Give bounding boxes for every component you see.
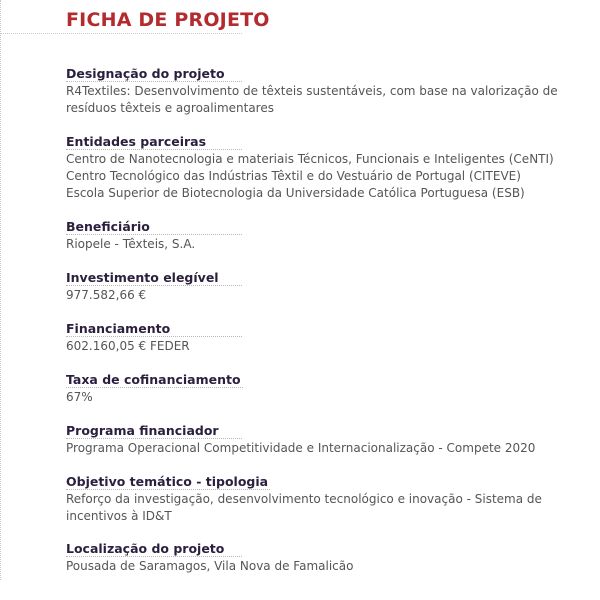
field-value: 602.160,05 € FEDER: [66, 339, 190, 353]
field-project-location: [66, 538, 586, 575]
field-cofinancing-rate: [66, 369, 586, 406]
field-funding-program: [66, 420, 586, 457]
field-value: Pousada de Saramagos, Vila Nova de Famalicão: [66, 559, 354, 573]
field-value: R4Textiles: Desenvolvimento de têxteis sustentáveis, com base na valorização de resíduos têxteis e agroalimentares: [66, 84, 558, 115]
field-value: Reforço da investigação, desenvolvimento tecnológico e inovação - Sistema de incentivos à ID&T: [66, 492, 542, 523]
field-value: 977.582,66 €: [66, 288, 147, 302]
field-label: Designação do projeto: [66, 66, 242, 82]
field-beneficiary: [66, 216, 586, 253]
field-label: Investimento elegível: [66, 270, 242, 286]
field-label: Beneficiário: [66, 219, 242, 235]
partner-entity: Escola Superior de Biotecnologia da Universidade Católica Portuguesa (ESB): [66, 186, 525, 200]
field-value: [66, 151, 586, 202]
partner-entity: Centro de Nanotecnologia e materiais Técnicos, Funcionais e Inteligentes (CeNTI): [66, 152, 554, 166]
partner-entity: Centro Tecnológico das Indústrias Têxtil e do Vestuário de Portugal (CITEVE): [66, 169, 521, 183]
left-dotted-rule: [0, 0, 1, 580]
field-value: Programa Operacional Competitividade e Internacionalização - Compete 2020: [66, 441, 536, 455]
field-label: Objetivo temático - tipologia: [66, 474, 269, 489]
field-label: Localização do projeto: [66, 541, 242, 557]
field-value: 67%: [66, 390, 93, 404]
title-block: [0, 0, 270, 34]
field-thematic-objective: [66, 471, 586, 525]
field-label: Taxa de cofinanciamento: [66, 372, 241, 387]
page-title: FICHA DE PROJETO: [66, 9, 270, 31]
field-financing: [66, 318, 586, 355]
field-label: Programa financiador: [66, 423, 242, 439]
field-partner-entities: [66, 131, 586, 202]
field-project-designation: [66, 63, 586, 117]
field-value: Riopele - Têxteis, S.A.: [66, 237, 196, 251]
field-eligible-investment: [66, 267, 586, 304]
field-label: Entidades parceiras: [66, 134, 242, 150]
field-label: Financiamento: [66, 321, 242, 337]
